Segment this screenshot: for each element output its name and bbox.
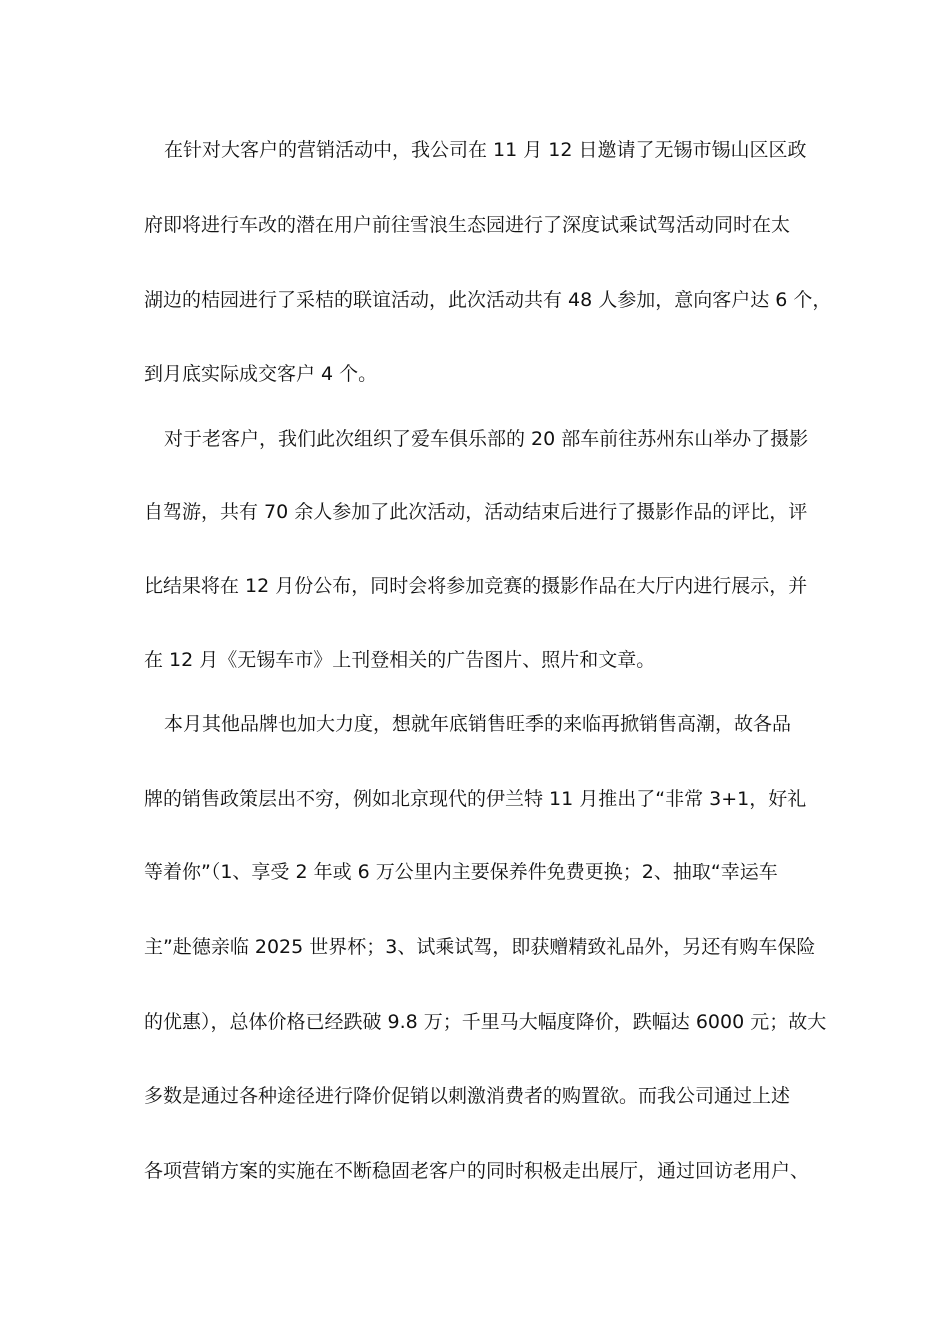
text-line: 自驾游，共有 70 余人参加了此次活动，活动结束后进行了摄影作品的评比，评 (144, 501, 808, 523)
text-line: 多数是通过各种途径进行降价促销以刺激消费者的购置欲。而我公司通过上述 (144, 1085, 791, 1107)
text-line: 府即将进行车改的潜在用户前往雪浪生态园进行了深度试乘试驾活动同时在太 (144, 214, 791, 236)
text-line: 比结果将在 12 月份公布，同时会将参加竞赛的摄影作品在大厅内进行展示，并 (144, 575, 808, 597)
text-line: 牌的销售政策层出不穷，例如北京现代的伊兰特 11 月推出了“非常 3+1，好礼 (144, 788, 807, 810)
text-line: 的优惠），总体价格已经跌破 9.8 万；千里马大幅度降价，跌幅达 6000 元；故大 (144, 1011, 827, 1033)
text-line: 主”赴德亲临 2025 世界杯；3、试乘试驾，即获赠精致礼品外，另还有购车保险 (144, 936, 816, 958)
text-line: 湖边的桔园进行了采桔的联谊活动，此次活动共有 48 人参加，意向客户达 6 个， (144, 289, 832, 311)
text-line: 在 12 月《无锡车市》上刊登相关的广告图片、照片和文章。 (144, 649, 656, 671)
text-line: 在针对大客户的营销活动中，我公司在 11 月 12 日邀请了无锡市锡山区区政 (164, 139, 807, 161)
text-line: 本月其他品牌也加大力度，想就年底销售旺季的来临再掀销售高潮，故各品 (164, 713, 792, 735)
text-line: 各项营销方案的实施在不断稳固老客户的同时积极走出展厅，通过回访老用户、 (144, 1160, 810, 1182)
text-line: 到月底实际成交客户 4 个。 (144, 363, 378, 385)
text-line: 对于老客户，我们此次组织了爱车俱乐部的 20 部车前往苏州东山举办了摄影 (164, 428, 809, 450)
text-line: 等着你”（1、享受 2 年或 6 万公里内主要保养件免费更换；2、抽取“幸运车 (144, 861, 778, 883)
